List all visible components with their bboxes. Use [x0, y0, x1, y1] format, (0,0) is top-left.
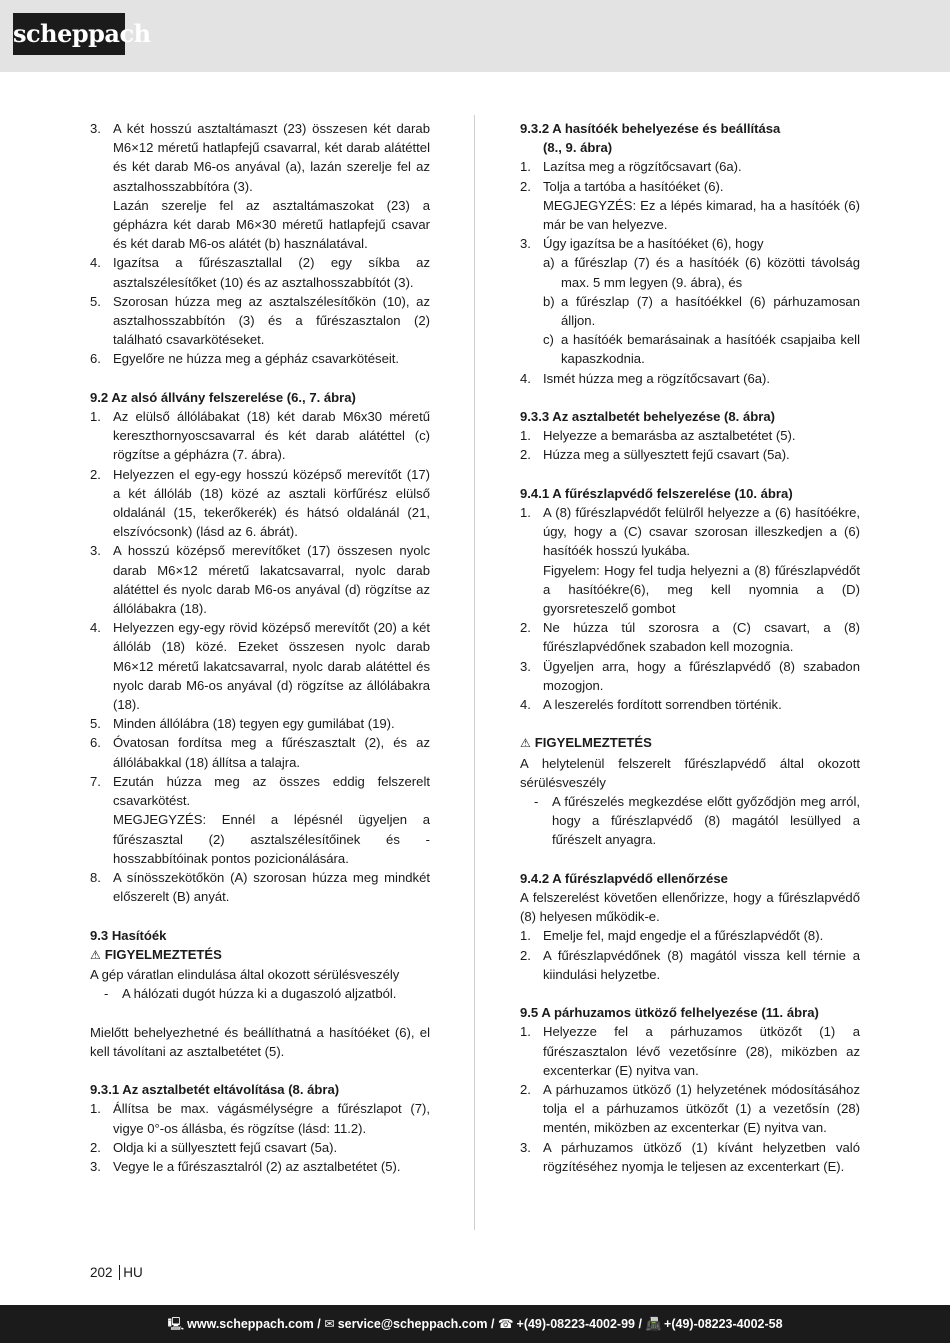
list-item: 4. Igazítsa a fűrészasztallal (2) egy síkba az asztalszélesítőket (10) és az asztalhosszabbítót (3). — [90, 255, 430, 290]
list-item: 4. Helyezzen egy-egy rövid középső merevítőt (20) a két állóláb (18) közé. Ezeket összesen nyolc darab M6×12 méretű lakatcsavarral, nyolc darab alátéttel és nyolc darab M6-os anyával (d) rögzítse az állólábakra (18). — [90, 620, 430, 713]
footer-phone: +(49)-08223-4002-99 — [516, 1317, 636, 1331]
header-band — [0, 0, 950, 72]
section-heading: 9.4.1 A fűrészlapvédő felszerelése (10. ábra) — [520, 485, 793, 501]
list-item: 3. A két hosszú asztaltámaszt (23) összesen két darab M6×12 méretű hatlapfejű csavarral, két darab alátéttel és két darab M6-os anyával (a), lazán szerelje fel az asztalhosszabbítóra (3). — [90, 121, 430, 194]
computer-icon: 🖳 — [167, 1317, 185, 1331]
paragraph: A felszerelést követően ellenőrizze, hogy a fűrészlapvédő (8) helyesen működik-e. — [520, 890, 860, 925]
list-item: 2. A fűrészlapvédőnek (8) magától vissza kell térnie a kiindulási helyzetbe. — [520, 947, 860, 982]
list-item-continuation: Lazán szerelje fel az asztaltámaszokat (23) a gépházra két darab M6×30 méretű hatlapfejű csavar és két darab M6-os alátét (b) használatával. — [113, 197, 430, 252]
warning-text: A gép váratlan elindulása által okozott sérülésveszély — [90, 966, 400, 982]
list-item: 2. Helyezzen el egy-egy hosszú középső merevítőt (17) a két állóláb (18) közé az asztali körfűrész elülső oldalánál (15, tekerőkerék) és hátsó oldalánál (21, elszívócsonk) (lásd az 6. ábrát). — [90, 466, 430, 540]
left-column — [90, 119, 430, 1176]
fax-icon: 📠 — [645, 1317, 662, 1331]
footer-bar: 🖳 www.scheppach.com / ✉ service@scheppach.com / ☎ +(49)-08223-4002-99 / 📠 +(49)-08223-4002-58 — [0, 1305, 950, 1343]
list-item: 2. Ne húzza túl szorosra a (C) csavart, a (8) fűrészlapvédőnek szabadon kell mozognia. — [520, 620, 860, 655]
list-item: 2. Tolja a tartóba a hasítóéket (6). — [520, 178, 724, 194]
list-item: 7. Ezután húzza meg az összes eddig felszerelt csavarkötést. — [90, 773, 430, 809]
right-column — [520, 119, 860, 1176]
list-item: 1. Emelje fel, majd engedje el a fűrészlapvédőt (8). — [520, 928, 824, 944]
mail-icon: ✉ — [324, 1317, 335, 1331]
sub-item: a) a fűrészlap (7) és a hasítóék (6) közötti távolság max. 5 mm legyen (9. ábra), és — [543, 255, 860, 290]
list-item: 3. Vegye le a fűrészasztalról (2) az asztalbetétet (5). — [90, 1158, 401, 1174]
section-heading: 9.3 Hasítóék — [90, 927, 167, 943]
list-item: 1. Helyezze a bemarásba az asztalbetétet (5). — [520, 428, 796, 444]
list-item: 6. Óvatosan fordítsa meg a fűrészasztalt (2), és az állólábakkal (18) állítsa a talajra. — [90, 735, 430, 770]
warning-icon: ⚠ — [520, 736, 531, 751]
section-heading: 9.3.2 A hasítóék behelyezése és beállítása — [520, 121, 781, 136]
list-item: 3. Ügyeljen arra, hogy a fűrészlapvédő (8) szabadon mozogjon. — [520, 658, 860, 693]
dash-item: - A hálózati dugót húzza ki a dugaszoló aljzatból. — [104, 986, 397, 1002]
list-item: 1. A (8) fűrészlapvédőt felülről helyezze a (6) hasítóékre, úgy, hogy a (C) csavar szorosan illeszkedjen a (6) hasítóék hosszú lyukába. — [520, 505, 860, 559]
list-item-continuation: MEGJEGYZÉS: Ez a lépés kimarad, ha a hasítóék (6) már be van helyezve. — [543, 197, 860, 233]
list-item: 2. A párhuzamos ütköző (1) helyzetének módosításához tolja el a párhuzamos ütközőt (1) a vezetősín (28) mentén, miközben az excenterkar (E) nyitva van. — [520, 1082, 860, 1136]
list-item: 5. Szorosan húzza meg az asztalszélesítőkön (10), az asztalhosszabbítón (3) és a fűrészasztalon (2) található csavarkötéseket. — [90, 293, 430, 348]
list-item: 4. A leszerelés fordított sorrendben történik. — [520, 697, 782, 713]
section-heading: 9.3.3 Az asztalbetét behelyezése (8. ábra) — [520, 409, 775, 425]
list-item: 3. Úgy igazítsa be a hasítóéket (6), hogy — [520, 236, 764, 252]
list-item: 2. Húzza meg a süllyesztett fejű csavart (5a). — [520, 447, 790, 463]
section-heading-line2: (8., 9. ábra) — [543, 140, 613, 156]
list-item: 3. A párhuzamos ütköző (1) kívánt helyzetben való rögzítéséhez nyomja le teljesen az excenterkart (E). — [520, 1139, 860, 1174]
list-item: 1. Állítsa be max. vágásmélységre a fűrészlapot (7), vigye 0°-os állásba, és rögzítse (lásd: 11.2). — [90, 1101, 430, 1136]
footer-mail[interactable]: service@scheppach.com — [337, 1317, 488, 1331]
list-item: 1. Lazítsa meg a rögzítőcsavart (6a). — [520, 159, 742, 175]
section-heading: 9.2 Az alsó állvány felszerelése (6., 7. ábra) — [90, 389, 356, 405]
section-heading: 9.5 A párhuzamos ütköző felhelyezése (11. ábra) — [520, 1005, 819, 1021]
warning-icon: ⚠ — [90, 947, 101, 962]
sub-item: b) a fűrészlap (7) a hasítóékkel (6) párhuzamosan álljon. — [543, 293, 860, 329]
warning-text: A helytelenül felszerelt fűrészlapvédő által okozott sérülésveszély — [520, 755, 860, 790]
section-heading: 9.4.2 A fűrészlapvédő ellenőrzése — [520, 870, 728, 886]
column-divider — [474, 115, 475, 1230]
list-item: 6. Egyelőre ne húzza meg a gépház csavarkötéseit. — [90, 351, 400, 367]
list-item: 4. Ismét húzza meg a rögzítőcsavart (6a). — [520, 370, 771, 386]
list-item: 5. Minden állólábra (18) tegyen egy gumilábat (19). — [90, 716, 395, 732]
phone-icon: ☎ — [497, 1317, 514, 1331]
dash-item: - A fűrészelés megkezdése előtt győződjön meg arról, hogy a fűrészlapvédő (8) magától lesüllyed a fűrészelt anyagra. — [534, 794, 860, 848]
list-item: 1. Az elülső állólábakat (18) két darab M6x30 méretű kereszthornyoscsavarral és két darab alátéttel (c) rögzítse a gépházra (7. ábra). — [90, 409, 430, 463]
footer-fax: +(49)-08223-4002-58 — [664, 1317, 783, 1331]
warning-heading: ⚠ FIGYELMEZTETÉS — [90, 946, 222, 962]
list-item: 8. A sínösszekötőkön (A) szorosan húzza meg mindkét előszerelt (B) anyát. — [90, 869, 430, 905]
paragraph: Mielőtt behelyezhetné és beállíthatná a hasítóéket (6), el kell távolítani az asztalbetétet (5). — [90, 1024, 430, 1059]
warning-heading: ⚠ FIGYELMEZTETÉS — [520, 735, 652, 751]
page-number: 202 HU — [90, 1265, 143, 1280]
section-heading: 9.3.1 Az asztalbetét eltávolítása (8. ábra) — [90, 1082, 340, 1098]
list-item-continuation: MEGJEGYZÉS: Ennél a lépésnél ügyeljen a fűrészasztal (2) asztalszélesítőinek és -hosszabbítóinak pontos pozicionálására. — [113, 812, 430, 866]
list-item: 2. Oldja ki a süllyesztett fejű csavart (5a). — [90, 1139, 338, 1155]
list-item: 1. Helyezze fel a párhuzamos ütközőt (1) a fűrészasztalon lévő vezetősínre (28), miközben az excenterkar (E) nyitva van. — [520, 1024, 860, 1078]
sub-item: c) a hasítóék bemarásainak a hasítóék csapjaiba kell kapaszkodnia. — [543, 332, 860, 367]
footer-web[interactable]: www.scheppach.com — [187, 1317, 314, 1331]
scheppach-logo: scheppach — [13, 13, 125, 55]
list-item: 3. A hosszú középső merevítőket (17) összesen nyolc darab M6×12 méretű lakatcsavarral, nyolc darab alátéttel és nyolc darab M6-os anyával (d) rögzítse az állólábakra (18). — [90, 543, 430, 617]
list-item-continuation: Figyelem: Hogy fel tudja helyezni a (8) fűrészlapvédőt a hasítóékre(6), meg kell nyomnia a (D) gyorsreteszelő gombot — [543, 562, 860, 617]
